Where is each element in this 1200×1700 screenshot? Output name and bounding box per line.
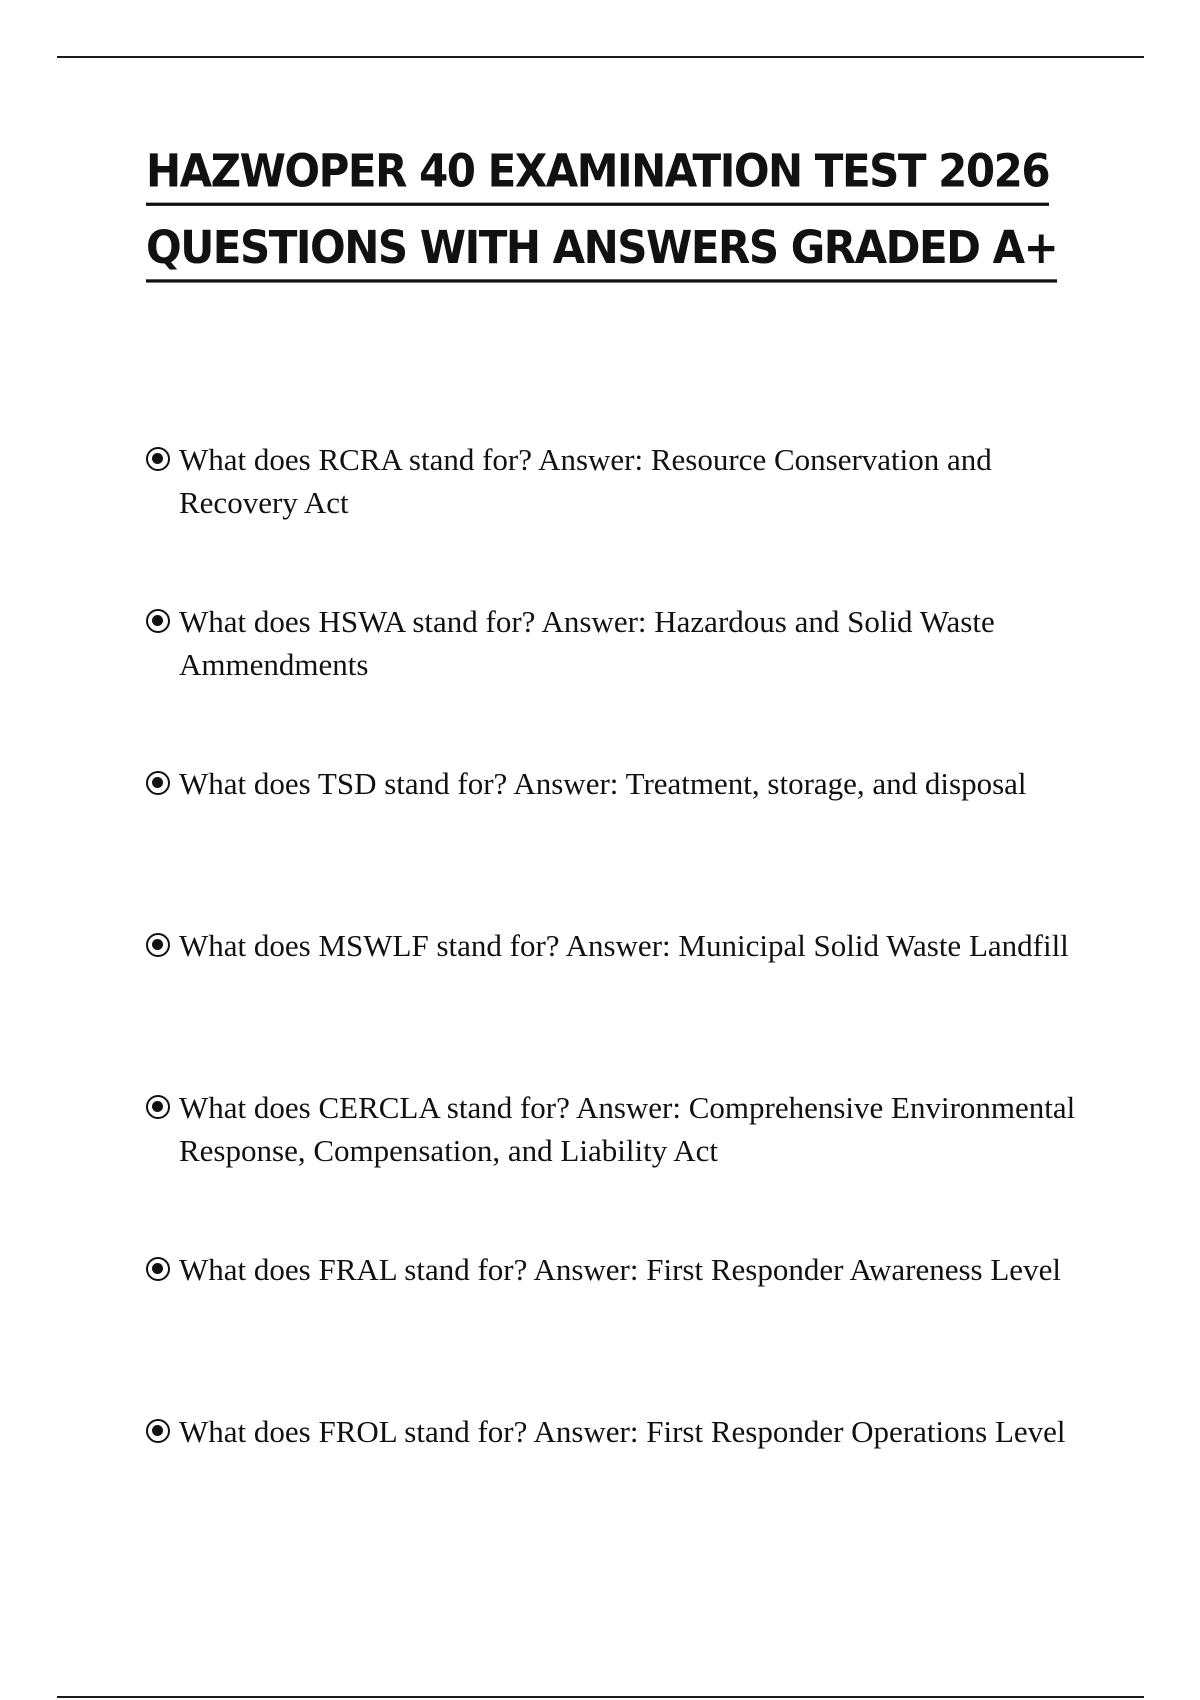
question-text: What does FRAL stand for? [179, 1252, 528, 1287]
qa-text [179, 1248, 1061, 1291]
qa-item-rcra [146, 438, 1076, 600]
answer-label: Answer: [538, 442, 644, 477]
answer-label: Answer: [565, 928, 671, 963]
title-line-1: HAZWOPER 40 EXAMINATION TEST 2026 [146, 140, 1049, 206]
title-line-2: QUESTIONS WITH ANSWERS GRADED A+ [146, 217, 1057, 283]
radio-bullet-icon [146, 771, 170, 795]
answer-label: Answer: [513, 766, 619, 801]
question-text: What does TSD stand for? [179, 766, 508, 801]
answer-text: Treatment, storage, and disposal [625, 766, 1027, 801]
qa-item-tsd [146, 762, 1076, 924]
qa-text [179, 762, 1027, 805]
question-text: What does RCRA stand for? [179, 442, 533, 477]
answer-text: Municipal Solid Waste Landfill [678, 928, 1069, 963]
bottom-rule [57, 1696, 1144, 1698]
qa-text [179, 438, 1076, 524]
question-text: What does CERCLA stand for? [179, 1090, 570, 1125]
qa-item-fral [146, 1248, 1076, 1410]
qa-item-frol [146, 1410, 1076, 1572]
answer-text: Comprehensive Environmental Response, Compensation, and Liability Act [179, 1090, 1076, 1168]
qa-item-mswlf [146, 924, 1076, 1086]
qa-text [179, 1086, 1076, 1172]
qa-text [179, 1410, 1066, 1453]
qa-text [179, 600, 1076, 686]
question-text: What does MSWLF stand for? [179, 928, 560, 963]
radio-bullet-icon [146, 1095, 170, 1119]
answer-label: Answer: [533, 1414, 639, 1449]
answer-text: First Responder Operations Level [646, 1414, 1066, 1449]
answer-text: Hazardous and Solid Waste Ammendments [179, 604, 995, 682]
radio-bullet-icon [146, 1257, 170, 1281]
radio-bullet-icon [146, 1419, 170, 1443]
answer-text: First Responder Awareness Level [646, 1252, 1061, 1287]
answer-label: Answer: [575, 1090, 681, 1125]
top-rule [57, 56, 1144, 58]
radio-bullet-icon [146, 609, 170, 633]
qa-item-hswa [146, 600, 1076, 762]
document-title [146, 140, 1106, 293]
question-text: What does HSWA stand for? [179, 604, 536, 639]
answer-label: Answer: [541, 604, 647, 639]
qa-text [179, 924, 1069, 967]
radio-bullet-icon [146, 447, 170, 471]
answer-label: Answer: [533, 1252, 639, 1287]
question-text: What does FROL stand for? [179, 1414, 528, 1449]
radio-bullet-icon [146, 933, 170, 957]
answer-text: Resource Conservation and Recovery Act [179, 442, 992, 520]
qa-list [146, 438, 1076, 1572]
qa-item-cercla [146, 1086, 1076, 1248]
